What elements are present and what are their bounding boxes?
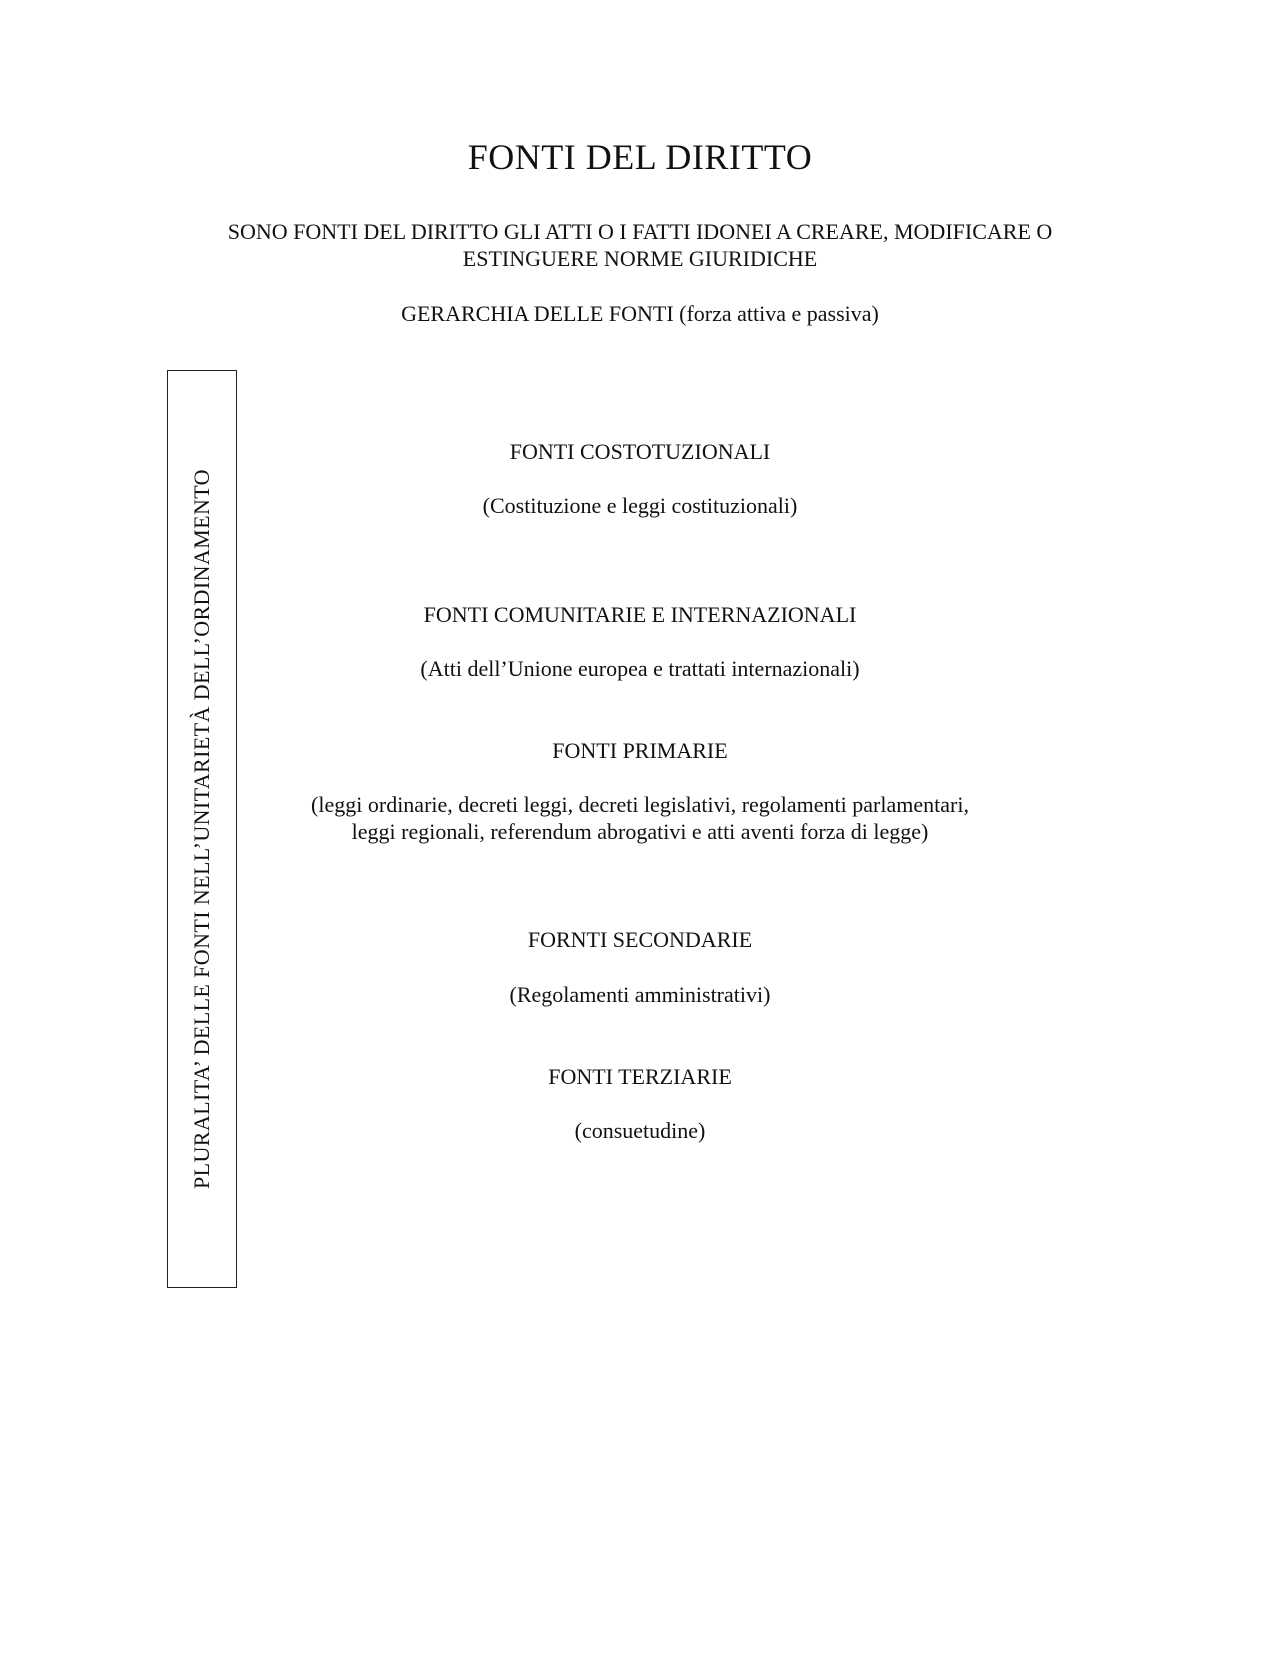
source-heading-terziarie: FONTI TERZIARIE	[548, 1064, 732, 1089]
document-title: FONTI DEL DIRITTO	[467, 137, 813, 177]
source-heading-costituzionali: FONTI COSTOTUZIONALI	[509, 439, 771, 464]
source-heading-primarie: FONTI PRIMARIE	[552, 738, 728, 763]
source-heading-comunitarie: FONTI COMUNITARIE E INTERNAZIONALI	[423, 602, 857, 627]
source-description-comunitarie: (Atti dell’Unione europea e trattati internazionali)	[420, 656, 860, 681]
source-description-primarie: (leggi ordinarie, decreti leggi, decreti legislativi, regolamenti parlamentari, leggi regionali, referendum abrogativi e atti aventi forza di legge)	[311, 792, 969, 844]
source-description-costituzionali: (Costituzione e leggi costituzionali)	[482, 493, 798, 518]
source-heading-secondarie: FORNTI SECONDARIE	[527, 927, 753, 952]
definition-text: SONO FONTI DEL DIRITTO GLI ATTI O I FATTI IDONEI A CREARE, MODIFICARE O ESTINGUERE NORME GIURIDICHE	[227, 219, 1053, 271]
hierarchy-heading: GERARCHIA DELLE FONTI (forza attiva e passiva)	[401, 301, 879, 326]
side-label-box	[167, 370, 237, 1288]
source-description-secondarie: (Regolamenti amministrativi)	[509, 982, 771, 1007]
source-description-terziarie: (consuetudine)	[574, 1118, 706, 1143]
side-label-text: PLURALITA’ DELLE FONTI NELL’UNITARIETÀ DELL’ORDINAMENTO	[189, 469, 214, 1189]
